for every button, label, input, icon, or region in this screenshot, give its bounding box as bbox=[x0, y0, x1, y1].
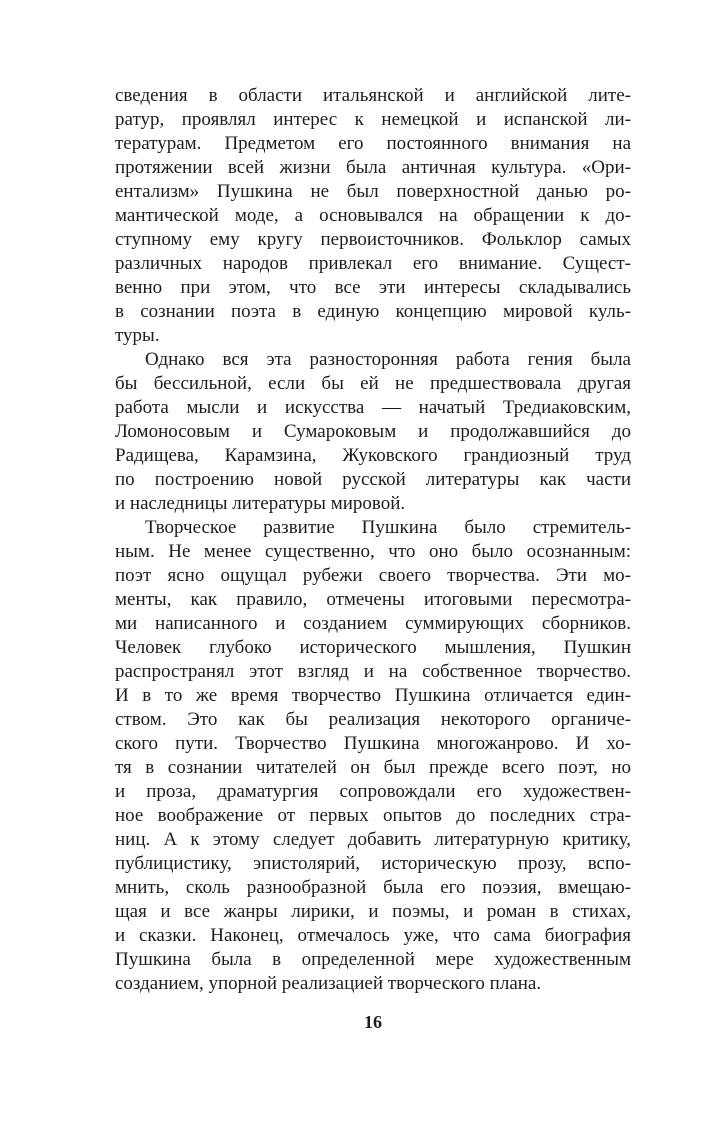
text-line: созданием, упорной реализацией творческого плана. bbox=[115, 973, 542, 994]
text-line: И в то же время творчество Пушкина отличается един- bbox=[115, 685, 631, 706]
text-line: венно при этом, что все эти интересы складывались bbox=[115, 277, 631, 298]
text-line: туры. bbox=[115, 325, 160, 346]
text-block bbox=[115, 84, 631, 996]
text-line: щая и все жанры лирики, и поэмы, и роман в стихах, bbox=[115, 901, 631, 922]
paragraph bbox=[115, 348, 631, 516]
text-line: менты, как правило, отмечены итоговыми пересмотра- bbox=[115, 589, 631, 610]
text-line: и наследницы литературы мировой. bbox=[115, 493, 406, 514]
text-line: распространял этот взгляд и на собственное творчество. bbox=[115, 661, 631, 682]
text-line: Творческое развитие Пушкина было стремитель- bbox=[145, 517, 631, 538]
text-line: протяжении всей жизни была античная культура. «Ори- bbox=[115, 157, 631, 178]
text-line: тя в сознании читателей он был прежде всего поэт, но bbox=[115, 757, 631, 778]
text-line: по построению новой русской литературы как части bbox=[115, 469, 631, 490]
text-line: тературам. Предметом его постоянного внимания на bbox=[115, 133, 631, 154]
text-line: мнить, сколь разнообразной была его поэзия, вмещаю- bbox=[115, 877, 631, 898]
text-line: и проза, драматургия сопровождали его художествен- bbox=[115, 781, 631, 802]
text-line: ступному ему кругу первоисточников. Фольклор самых bbox=[115, 229, 631, 250]
text-line: ное воображение от первых опытов до последних стра- bbox=[115, 805, 631, 826]
text-line: ным. Не менее существенно, что оно было осознанным: bbox=[115, 541, 631, 562]
text-line: Пушкина была в определенной мере художественным bbox=[115, 949, 631, 970]
paragraph bbox=[115, 516, 631, 996]
text-line: публицистику, эпистолярий, историческую прозу, вспо- bbox=[115, 853, 631, 874]
text-line: ством. Это как бы реализация некоторого органиче- bbox=[115, 709, 631, 730]
text-line: сведения в области итальянской и английской лите- bbox=[115, 85, 631, 106]
text-line: Однако вся эта разносторонняя работа гения была bbox=[145, 349, 631, 370]
text-line: ниц. А к этому следует добавить литературную критику, bbox=[115, 829, 631, 850]
text-line: различных народов привлекал его внимание. Сущест- bbox=[115, 253, 631, 274]
text-line: Человек глубоко исторического мышления, Пушкин bbox=[115, 637, 631, 658]
text-line: Ломоносовым и Сумароковым и продолжавшийся до bbox=[115, 421, 631, 442]
text-line: бы бессильной, если бы ей не предшествовала другая bbox=[115, 373, 631, 394]
text-line: ского пути. Творчество Пушкина многожанрово. И хо- bbox=[115, 733, 631, 754]
text-line: Радищева, Карамзина, Жуковского грандиозный труд bbox=[115, 445, 631, 466]
text-line: в сознании поэта в единую концепцию мировой куль- bbox=[115, 301, 631, 322]
text-line: и сказки. Наконец, отмечалось уже, что сама биография bbox=[115, 925, 631, 946]
text-line: мантической моде, а основывался на обращении к до- bbox=[115, 205, 631, 226]
page-number: 16 bbox=[364, 1012, 382, 1032]
text-line: ми написанного и созданием суммирующих сборников. bbox=[115, 613, 631, 634]
text-line: ратур, проявлял интерес к немецкой и испанской ли- bbox=[115, 109, 631, 130]
text-line: поэт ясно ощущал рубежи своего творчества. Эти мо- bbox=[115, 565, 631, 586]
paragraph bbox=[115, 84, 631, 348]
text-line: работа мысли и искусства — начатый Тредиаковским, bbox=[115, 397, 631, 418]
text-line: ентализм» Пушкина не был поверхностной данью ро- bbox=[115, 181, 631, 202]
